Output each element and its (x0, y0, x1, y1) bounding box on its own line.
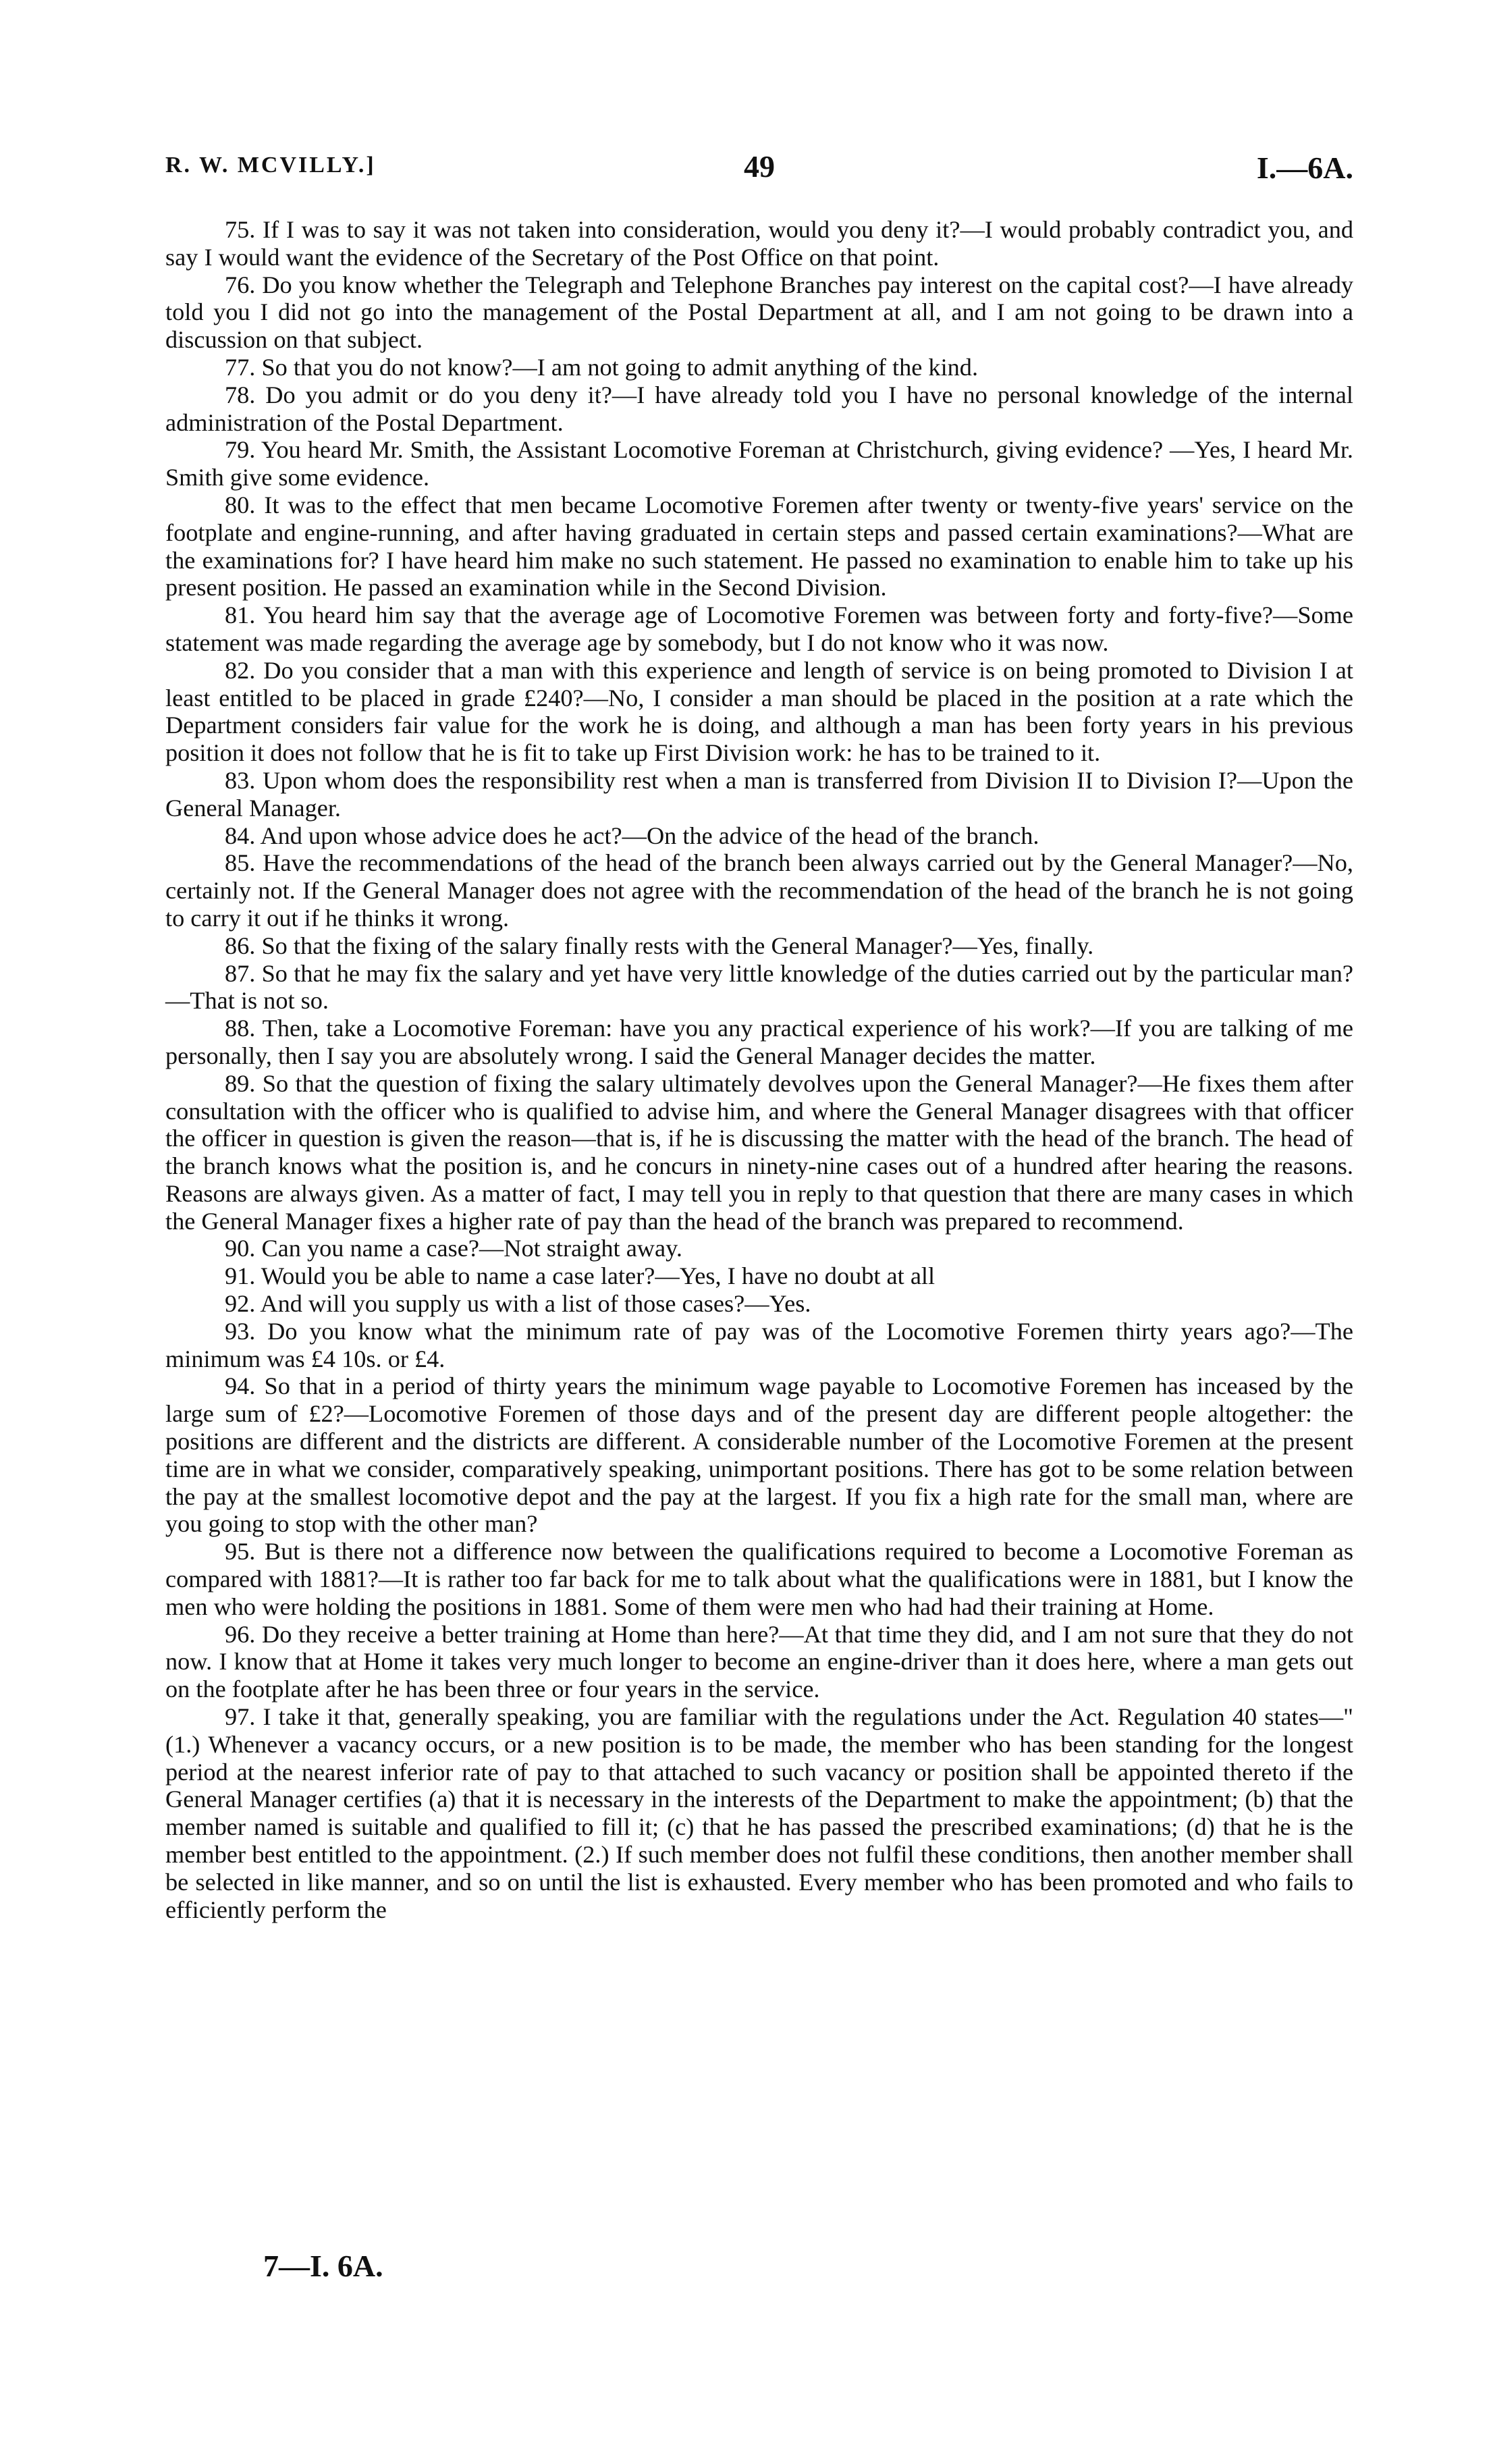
question-answer: 83. Upon whom does the responsibility rest when a man is transferred from Division II to Division I?—Upon the General Manager. (165, 766, 1353, 822)
question-answer: 93. Do you know what the minimum rate of pay was of the Locomotive Foremen thirty years ago?—The minimum was £4 10s. or £4. (165, 1317, 1353, 1372)
question-answer: 94. So that in a period of thirty years the minimum wage payable to Locomotive Foremen has inceased by the large sum of £2?—Locomotive Foremen of those days and of the present day are different people altogether: the positions are different and the districts are different. A considerable number of the Locomotive Foremen at the present time are in what we consider, comparatively speaking, unimportant positions. There has got to be some relation between the pay at the smallest locomotive depot and the pay at the largest. If you fix a high rate for the small man, where are you going to stop with the other man? (165, 1372, 1353, 1538)
question-answer: 87. So that he may fix the salary and yet have very little knowledge of the duties carried out by the particular man?—That is not so. (165, 959, 1353, 1015)
question-answer: 80. It was to the effect that men became Locomotive Foremen after twenty or twenty-five years' service on the footplate and engine-running, and after having graduated in certain steps and passed certain examinations?—What are the examinations for? I have heard him make no such statement. He passed no examination to enable him to take up his present position. He passed an examination while in the Second Division. (165, 491, 1353, 601)
question-answer: 95. But is there not a difference now between the qualifications required to become a Locomotive Foreman as compared with 1881?—It is rather too far back for me to talk about what the qualifications were in 1881, but I know the men who were holding the positions in 1881. Some of them were men who had had their training at Home. (165, 1538, 1353, 1620)
question-answer: 81. You heard him say that the average age of Locomotive Foremen was between forty and forty-five?—Some statement was made regarding the average age by somebody, but I do not know who it was now. (165, 601, 1353, 656)
question-answer: 75. If I was to say it was not taken into consideration, would you deny it?—I would probably contradict you, and say I would want the evidence of the Secretary of the Post Office on that point. (165, 216, 1353, 271)
question-answer: 91. Would you be able to name a case later?—Yes, I have no doubt at all (225, 1262, 936, 1290)
question-answer: 89. So that the question of fixing the salary ultimately devolves upon the General Manager?—He fixes them after consultation with the officer who is qualified to advise him, and where the General Manager disagrees with that officer the officer in question is given the reason—that is, if he is discussing the matter with the head of the branch. The head of the branch knows what the position is, and he concurs in ninety-nine cases out of a hundred after hearing the reasons. Reasons are always given. As a matter of fact, I may tell you in reply to that question that there are many cases in which the General Manager fixes a higher rate of pay than the head of the branch was prepared to recommend. (165, 1069, 1353, 1235)
page-number: 49 (744, 149, 775, 184)
question-answer: 76. Do you know whether the Telegraph and Telephone Branches pay interest on the capital cost?—I have already told you I did not go into the management of the Postal Department at all, and I am not going to be drawn into a discussion on that subject. (165, 271, 1353, 354)
question-answer: 96. Do they receive a better training at Home than here?—At that time they did, and I am not sure that they do not now. I know that at Home it takes very much longer to become an engine-driver than it does here, where a man gets out on the footplate after he has been three or four years in the service. (165, 1620, 1353, 1703)
question-answer: 92. And will you supply us with a list of those cases?—Yes. (225, 1290, 811, 1318)
question-answer: 79. You heard Mr. Smith, the Assistant Locomotive Foreman at Christchurch, giving evidence? —Yes, I heard Mr. Smith give some evidence. (165, 436, 1353, 491)
question-answer: 84. And upon whose advice does he act?—On the advice of the head of the branch. (225, 822, 1039, 849)
question-answer: 77. So that you do not know?—I am not going to admit anything of the kind. (225, 353, 979, 381)
question-answer: 85. Have the recommendations of the head of the branch been always carried out by the General Manager?—No, certainly not. If the General Manager does not agree with the recommendation of the head of the branch he is not going to carry it out if he thinks it wrong. (165, 849, 1353, 932)
paper-reference: I.—6A. (1256, 151, 1353, 185)
question-answer: 88. Then, take a Locomotive Foreman: have you any practical experience of his work?—If you are talking of me personally, then I say you are absolutely wrong. I said the General Manager decides the matter. (165, 1015, 1353, 1069)
question-answer: 86. So that the fixing of the salary finally rests with the General Manager?—Yes, finally. (225, 932, 1094, 959)
page-footer-signature: 7—I. 6A. (263, 2249, 383, 2283)
witness-name: R. W. MCVILLY.] (165, 153, 376, 178)
question-answer: 97. I take it that, generally speaking, you are familiar with the regulations under the Act. Regulation 40 states—"(1.) Whenever a vacancy occurs, or a new position is to be made, the member who has been standing for the longest period at the nearest inferior rate of pay to that attached to such vacancy or position shall be appointed thereto if the General Manager certifies (a) that it is necessary in the interests of the Department to make the appointment; (b) that the member named is suitable and qualified to fill it; (c) that he has passed the prescribed examinations; (d) that he is the member best entitled to the appointment. (2.) If such member does not fulfil these conditions, then another member shall be selected in like manner, and so on until the list is exhausted. Every member who has been promoted and who fails to efficiently perform the (165, 1703, 1353, 1923)
question-answer: 78. Do you admit or do you deny it?—I have already told you I have no personal knowledge of the internal administration of the Postal Department. (165, 381, 1353, 436)
page-header (165, 149, 1353, 196)
evidence-body (165, 216, 1353, 1923)
question-answer: 90. Can you name a case?—Not straight away. (225, 1235, 682, 1262)
question-answer: 82. Do you consider that a man with this experience and length of service is on being promoted to Division I at least entitled to be placed in grade £240?—No, I consider a man should be placed in the position at a rate which the Department considers fair value for the work he is doing, and although a man has been forty years in his previous position it does not follow that he is fit to take up First Division work: he has to be trained to it. (165, 656, 1353, 767)
